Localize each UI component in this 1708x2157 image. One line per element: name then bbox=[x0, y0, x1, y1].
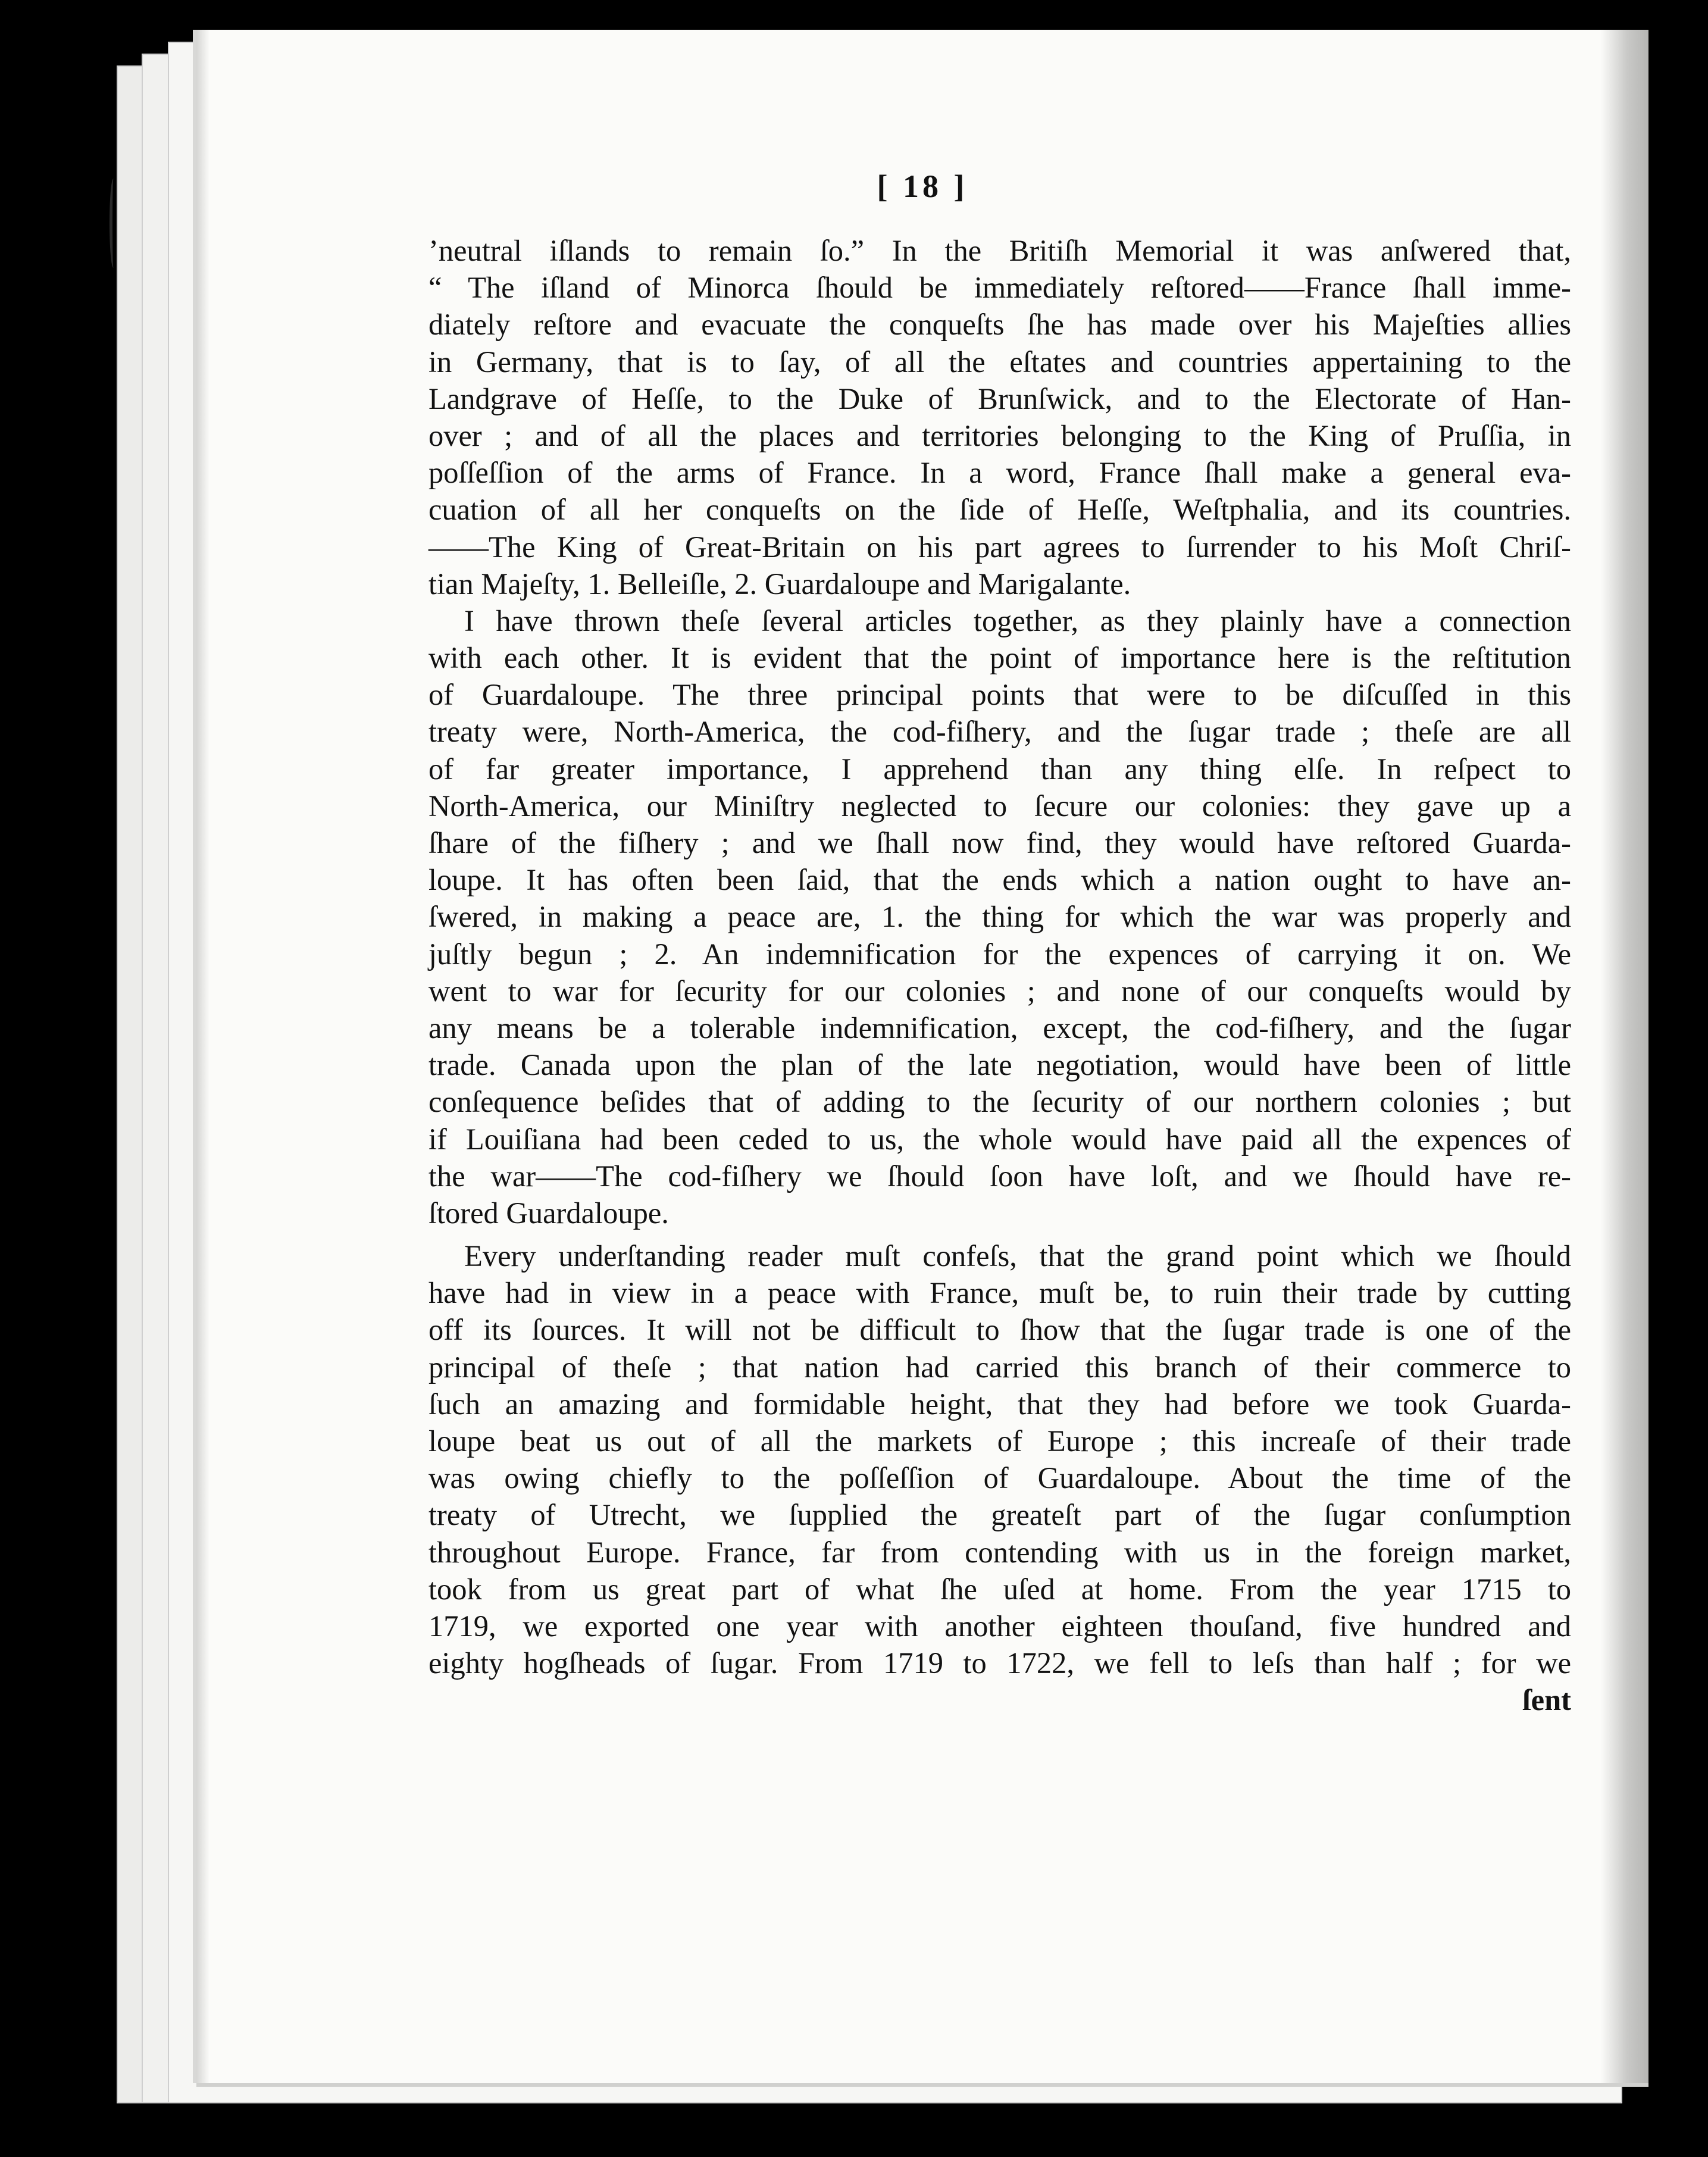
text-line: poſſeſſion of the arms of France. In a word, France ſhall make a general eva- bbox=[428, 456, 1571, 490]
text-line: eighty hogſheads of ſugar. From 1719 to 1722, we fell to leſs than half ; for we bbox=[428, 1646, 1571, 1680]
text-line: in Germany, that is to ſay, of all the eſtates and countries appertaining to the bbox=[428, 345, 1571, 379]
document-page bbox=[196, 30, 1648, 2083]
text-line: diately reſtore and evacuate the conqueſts ſhe has made over his Majeſties allies bbox=[428, 308, 1571, 342]
text-line: Landgrave of Heſſe, to the Duke of Brunſwick, and to the Electorate of Han- bbox=[428, 382, 1571, 415]
text-line: have had in view in a peace with France, muſt be, to ruin their trade by cutting bbox=[428, 1276, 1571, 1310]
catchword: ſent bbox=[1522, 1683, 1571, 1717]
text-line: took from us great part of what ſhe uſed at home. From the year 1715 to bbox=[428, 1572, 1571, 1606]
text-line: was owing chiefly to the poſſeſſion of Guardaloupe. About the time of the bbox=[428, 1461, 1571, 1495]
text-line: of Guardaloupe. The three principal points that were to be diſcuſſed in this bbox=[428, 678, 1571, 712]
text-line: treaty were, North-America, the cod-fiſhery, and the ſugar trade ; theſe are all bbox=[428, 715, 1571, 749]
text-line: loupe beat us out of all the markets of Europe ; this increaſe of their trade bbox=[428, 1424, 1571, 1458]
text-line: 1719, we exported one year with another eighteen thouſand, five hundred and bbox=[428, 1609, 1571, 1643]
text-line: if Louiſiana had been ceded to us, the whole would have paid all the expences of bbox=[428, 1122, 1571, 1156]
text-line: conſequence beſides that of adding to the ſecurity of our northern colonies ; but bbox=[428, 1085, 1571, 1119]
text-line: cuation of all her conqueſts on the ſide of Heſſe, Weſtphalia, and its countries. bbox=[428, 493, 1571, 527]
body-text bbox=[428, 232, 1571, 1719]
paragraph-gap bbox=[428, 1231, 1571, 1237]
text-line: trade. Canada upon the plan of the late negotiation, would have been of little bbox=[428, 1048, 1571, 1082]
page-shadow-left bbox=[196, 30, 209, 2083]
text-line: ʼneutral iſlands to remain ſo.” In the Britiſh Memorial it was anſwered that, bbox=[428, 234, 1571, 267]
text-line: the war——The cod-fiſhery we ſhould ſoon have loſt, and we ſhould have re- bbox=[428, 1159, 1571, 1193]
text-line: of far greater importance, I apprehend than any thing elſe. In reſpect to bbox=[428, 752, 1571, 786]
text-line: I have thrown theſe ſeveral articles together, as they plainly have a connection bbox=[464, 604, 1571, 637]
binding-mark bbox=[110, 179, 117, 268]
text-line: ſhare of the fiſhery ; and we ſhall now find, they would have reſtored Guarda- bbox=[428, 826, 1571, 859]
text-line: any means be a tolerable indemnification, except, the cod-fiſhery, and the ſugar bbox=[428, 1011, 1571, 1045]
text-line: ſwered, in making a peace are, 1. the thing for which the war was properly and bbox=[428, 900, 1571, 934]
text-line: Every underſtanding reader muſt confeſs, that the grand point which we ſhould bbox=[464, 1239, 1571, 1273]
text-line: went to war for ſecurity for our colonies ; and none of our conqueſts would by bbox=[428, 974, 1571, 1008]
text-line: off its ſources. It will not be difficult to ſhow that the ſugar trade is one of the bbox=[428, 1313, 1571, 1347]
text-line: treaty of Utrecht, we ſupplied the greateſt part of the ſugar conſumption bbox=[428, 1498, 1571, 1532]
text-line: ——The King of Great-Britain on his part agrees to ſurrender to his Moſt Chriſ- bbox=[428, 530, 1571, 564]
text-line: with each other. It is evident that the point of importance here is the reſtitution bbox=[428, 641, 1571, 675]
page-gutter-shadow bbox=[1601, 30, 1648, 2083]
text-line: principal of theſe ; that nation had carried this branch of their commerce to bbox=[428, 1350, 1571, 1384]
text-line: juſtly begun ; 2. An indemnification for the expences of carrying it on. We bbox=[428, 937, 1571, 971]
text-line: loupe. It has often been ſaid, that the ends which a nation ought to have an- bbox=[428, 863, 1571, 897]
text-line: North-America, our Miniſtry neglected to ſecure our colonies: they gave up a bbox=[428, 789, 1571, 823]
text-line: tian Majeſty, 1. Belleiſle, 2. Guardaloupe and Marigalante. bbox=[428, 567, 1131, 601]
text-line: throughout Europe. France, far from contending with us in the foreign market, bbox=[428, 1535, 1571, 1569]
page-number-header: [ 18 ] bbox=[877, 168, 968, 204]
text-line: ſtored Guardaloupe. bbox=[428, 1196, 669, 1230]
text-line: over ; and of all the places and territories belonging to the King of Pruſſia, in bbox=[428, 418, 1571, 452]
text-line: ſuch an amazing and formidable height, that they had before we took Guarda- bbox=[428, 1387, 1571, 1421]
text-line: “ The iſland of Minorca ſhould be immediately reſtored——France ſhall imme- bbox=[428, 271, 1571, 305]
